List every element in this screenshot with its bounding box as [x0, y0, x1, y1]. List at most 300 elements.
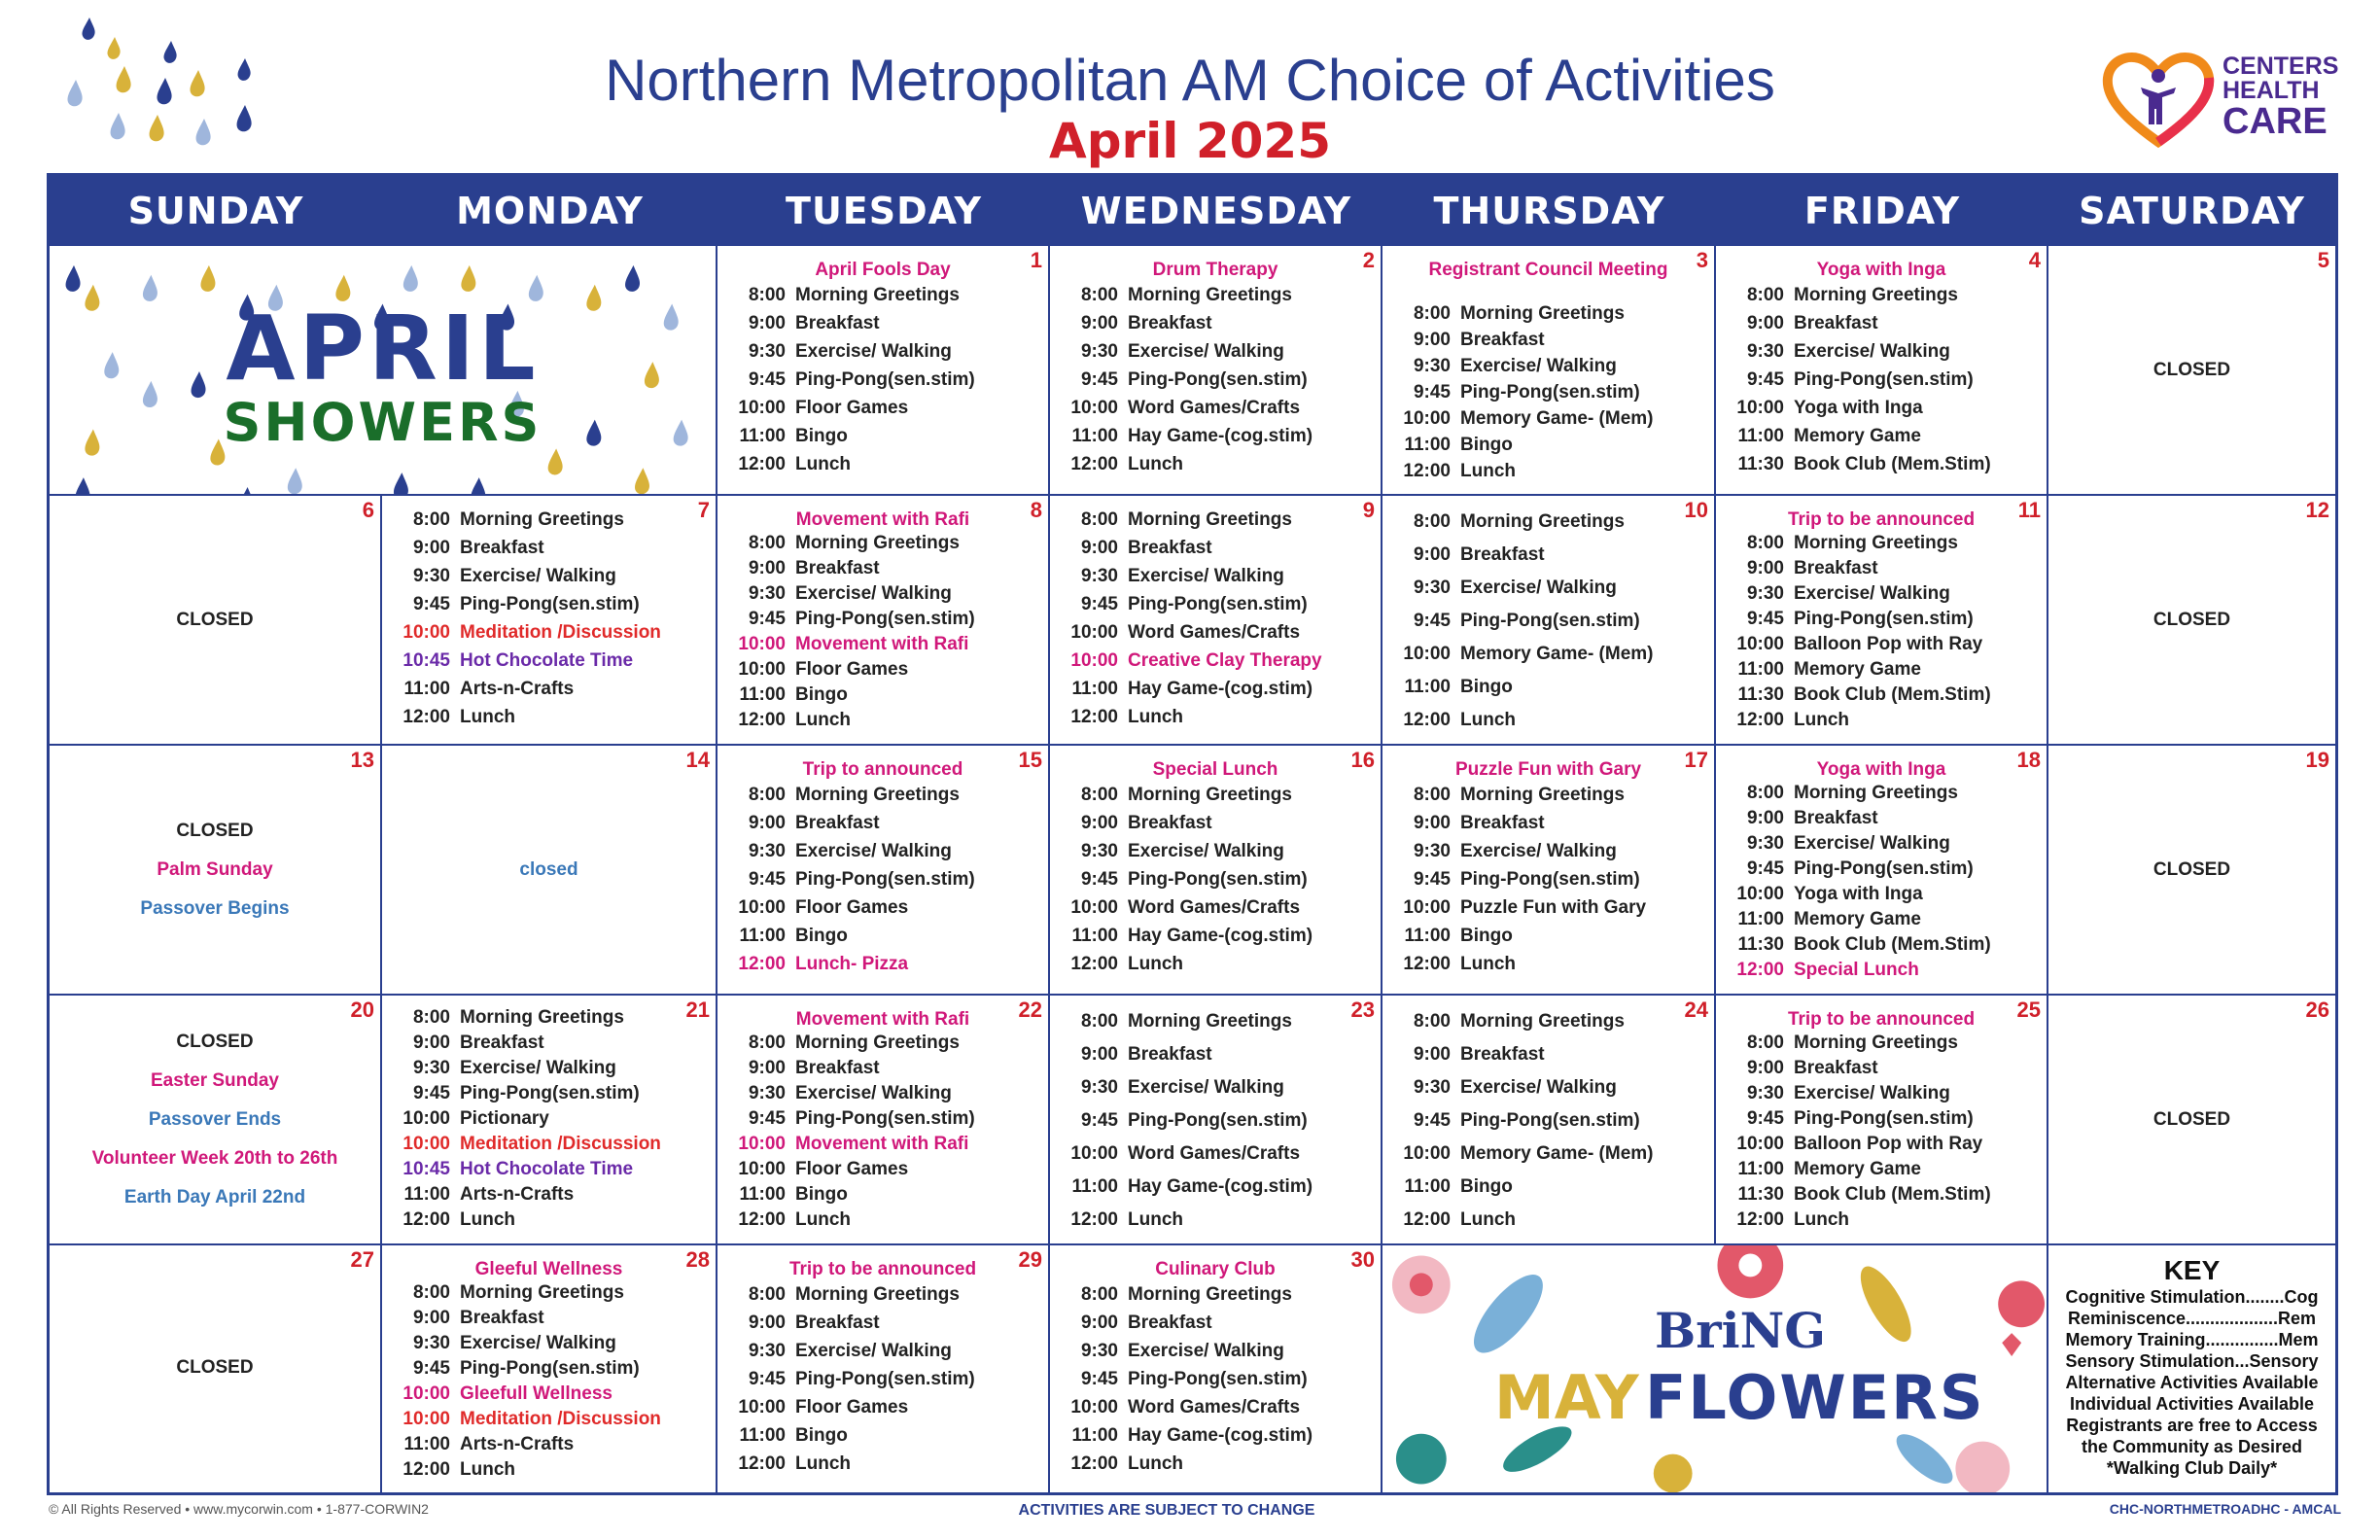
weekday-header	[50, 176, 2335, 246]
schedule-row	[731, 893, 975, 922]
time-label: 9:45	[1080, 1110, 1118, 1131]
closed-note: CLOSED	[2152, 609, 2231, 630]
time-label: 10:00	[402, 622, 450, 643]
day-cell-4	[1716, 246, 2048, 496]
day-number: 4	[2028, 248, 2041, 272]
schedule-row	[396, 534, 661, 562]
activity-label: Meditation /Discussion	[460, 1134, 661, 1154]
may-flowers-line3: FLOWERS	[1645, 1362, 1985, 1433]
cell-event-title: Trip to be announced	[1787, 1009, 1976, 1030]
time-label: 9:00	[1413, 813, 1451, 833]
schedule-row	[1730, 309, 1991, 337]
time-label: 9:00	[1413, 330, 1451, 350]
day-number: 24	[1684, 998, 1708, 1022]
time-label: 10:00	[402, 1134, 450, 1154]
time-label: 12:00	[738, 954, 786, 974]
schedule-row	[1396, 605, 1654, 638]
key-line: Alternative Activities Available	[2065, 1373, 2319, 1392]
activity-label: Breakfast	[795, 1312, 880, 1333]
time-label: 9:30	[412, 1333, 450, 1353]
time-label: 9:00	[1080, 813, 1118, 833]
activity-label: Exercise/ Walking	[1460, 578, 1617, 598]
day-cell-8	[718, 496, 1050, 746]
cell-event-title: Trip to be announced	[788, 1259, 977, 1279]
activity-label: Bingo	[1460, 435, 1513, 455]
time-label: 11:00	[1071, 426, 1118, 446]
time-label: 9:00	[1080, 538, 1118, 558]
time-label: 8:00	[748, 1284, 786, 1305]
time-label: 10:00	[738, 1397, 786, 1418]
schedule-row	[1730, 581, 1991, 607]
schedule-row	[731, 394, 975, 422]
activity-label: Exercise/ Walking	[1128, 841, 1284, 861]
schedule-row	[731, 450, 975, 478]
schedule-row	[731, 1393, 975, 1421]
schedule-row	[1396, 572, 1654, 605]
schedule-row	[731, 1280, 975, 1309]
activity-label: Ping-Pong(sen.stim)	[460, 1083, 640, 1103]
schedule-row	[1396, 353, 1654, 379]
schedule-row	[1730, 281, 1991, 309]
activity-label: Ping-Pong(sen.stim)	[795, 1369, 975, 1389]
activity-label: Breakfast	[1460, 1044, 1545, 1065]
schedule-row	[731, 1132, 975, 1157]
day-cell-29	[718, 1245, 1050, 1492]
time-label: 10:00	[738, 1134, 786, 1154]
schedule-row	[1730, 1182, 1991, 1208]
schedule-row	[1064, 647, 1322, 675]
schedule-row	[731, 708, 975, 733]
time-label: 11:30	[1737, 1184, 1784, 1205]
time-label: 8:00	[1080, 509, 1118, 530]
time-label: 8:00	[1413, 511, 1451, 532]
activity-label: Breakfast	[1128, 538, 1212, 558]
time-label: 10:00	[738, 897, 786, 918]
activity-label: Exercise/ Walking	[1128, 341, 1284, 362]
time-label: 11:00	[1071, 679, 1118, 699]
schedule-row	[731, 1106, 975, 1132]
activity-label: Special Lunch	[1794, 960, 1919, 980]
time-label: 11:00	[1737, 1159, 1784, 1179]
schedule-row	[1064, 1337, 1312, 1365]
time-label: 9:45	[1080, 594, 1118, 614]
schedule-row	[1396, 458, 1654, 484]
schedule-row	[1064, 618, 1322, 647]
schedule-row	[1396, 1204, 1654, 1237]
time-label: 10:00	[402, 1108, 450, 1129]
cell-event-title: Yoga with Inga	[1816, 260, 1946, 280]
day-cell-24	[1382, 996, 1716, 1245]
activity-label: Morning Greetings	[795, 285, 960, 305]
schedule-row	[1730, 781, 1991, 806]
activity-label: Morning Greetings	[460, 1282, 624, 1303]
image-cell	[50, 246, 718, 496]
activity-label: Word Games/Crafts	[1128, 897, 1301, 918]
centers-health-care-logo	[2100, 51, 2339, 148]
activity-label: Book Club (Mem.Stim)	[1794, 934, 1991, 955]
schedule-row	[1064, 450, 1312, 478]
closed-note: CLOSED	[176, 609, 254, 630]
time-label: 11:00	[1737, 426, 1784, 446]
cell-event-title: Trip to be announced	[1787, 509, 1976, 530]
activity-label: Morning Greetings	[1460, 303, 1625, 324]
schedule-row	[396, 1081, 661, 1106]
schedule-list	[1730, 531, 1991, 733]
schedule-row	[396, 1457, 661, 1483]
day-number: 16	[1350, 748, 1375, 772]
key-cell	[2048, 1245, 2335, 1492]
activity-label: Exercise/ Walking	[1128, 1077, 1284, 1098]
schedule-row	[731, 581, 975, 607]
day-number: 18	[2016, 748, 2041, 772]
activity-label: Breakfast	[1460, 330, 1545, 350]
activity-label: Floor Games	[795, 897, 909, 918]
time-label: 9:30	[412, 566, 450, 586]
activity-label: Bingo	[795, 426, 848, 446]
schedule-row	[396, 675, 661, 703]
schedule-list	[1064, 281, 1312, 478]
schedule-row	[1396, 432, 1654, 458]
activity-label: Lunch	[1460, 954, 1516, 974]
time-label: 10:00	[1403, 897, 1451, 918]
time-label: 9:30	[748, 341, 786, 362]
time-label: 10:00	[1736, 1134, 1784, 1154]
time-label: 12:00	[1403, 461, 1451, 481]
key-line: *Walking Club Daily*	[2106, 1458, 2278, 1478]
key-title: KEY	[2163, 1255, 2221, 1285]
activity-label: Ping-Pong(sen.stim)	[1128, 1369, 1308, 1389]
schedule-row	[396, 562, 661, 590]
time-label: 8:00	[1746, 1032, 1784, 1053]
schedule-row	[1064, 562, 1322, 590]
day-cell-12	[2048, 496, 2335, 746]
activity-label: Breakfast	[795, 558, 880, 578]
schedule-row	[396, 1031, 661, 1056]
time-label: 9:30	[1080, 566, 1118, 586]
activity-label: Ping-Pong(sen.stim)	[460, 594, 640, 614]
schedule-row	[1064, 1309, 1312, 1337]
schedule-row	[1730, 422, 1991, 450]
day-cell-10	[1382, 496, 1716, 746]
page-subtitle: April 2025	[1049, 113, 1331, 169]
activity-label: Lunch	[1128, 1453, 1183, 1474]
time-label: 9:30	[1413, 578, 1451, 598]
activity-label: Bingo	[1460, 1176, 1513, 1197]
closed-note: Easter Sunday	[151, 1069, 279, 1091]
activity-label: Lunch	[1794, 710, 1849, 730]
schedule-row	[731, 1157, 975, 1182]
schedule-row	[1064, 1393, 1312, 1421]
closed-note: Passover Ends	[148, 1108, 282, 1130]
activity-label: Hot Chocolate Time	[460, 650, 634, 671]
activity-label: Meditation /Discussion	[460, 622, 661, 643]
schedule-list	[1396, 300, 1654, 484]
time-label: 9:00	[748, 1058, 786, 1078]
key-line: Reminiscence...................Rem	[2067, 1309, 2317, 1328]
activity-label: Balloon Pop with Ray	[1794, 1134, 1983, 1154]
schedule-row	[1396, 1005, 1654, 1038]
time-label: 11:00	[739, 426, 786, 446]
time-label: 9:00	[1746, 1058, 1784, 1078]
activity-label: Morning Greetings	[1128, 1011, 1292, 1032]
schedule-row	[731, 1031, 975, 1056]
schedule-row	[1396, 506, 1654, 539]
activity-label: Ping-Pong(sen.stim)	[1460, 869, 1640, 890]
weekday-friday: FRIDAY	[1803, 190, 1961, 232]
schedule-row	[1064, 1038, 1312, 1071]
time-label: 8:00	[1746, 533, 1784, 553]
closed-note: CLOSED	[2152, 359, 2231, 380]
day-cell-25	[1716, 996, 2048, 1245]
time-label: 9:45	[1080, 369, 1118, 390]
logo-text	[2222, 54, 2338, 140]
day-number: 8	[1030, 498, 1042, 522]
schedule-row	[1730, 1132, 1991, 1157]
schedule-row	[1730, 682, 1991, 708]
time-label: 10:00	[1070, 1397, 1118, 1418]
time-label: 9:45	[1413, 611, 1451, 631]
heart-logo-icon	[2100, 51, 2217, 148]
schedule-row	[1730, 394, 1991, 422]
time-label: 9:30	[1746, 1083, 1784, 1103]
schedule-row	[1064, 781, 1312, 809]
schedule-row	[1064, 366, 1312, 394]
schedule-row	[1064, 506, 1322, 534]
activity-label: Ping-Pong(sen.stim)	[1128, 1110, 1308, 1131]
day-number: 14	[685, 748, 710, 772]
cell-event-title: April Fools Day	[815, 260, 951, 280]
day-cell-28	[382, 1245, 718, 1492]
activity-label: Breakfast	[1794, 808, 1878, 828]
activity-label: Lunch	[1128, 954, 1183, 974]
schedule-row	[731, 1309, 975, 1337]
activity-label: Floor Games	[795, 1159, 909, 1179]
schedule-row	[1064, 337, 1312, 366]
schedule-row	[731, 1182, 975, 1208]
activity-label: Ping-Pong(sen.stim)	[795, 869, 975, 890]
schedule-row	[1730, 958, 1991, 983]
activity-label: Ping-Pong(sen.stim)	[1460, 611, 1640, 631]
activity-label: Ping-Pong(sen.stim)	[1128, 594, 1308, 614]
closed-note: Earth Day April 22nd	[123, 1186, 306, 1208]
activity-label: Book Club (Mem.Stim)	[1794, 454, 1991, 474]
schedule-row	[1064, 1138, 1312, 1171]
schedule-row	[396, 1157, 661, 1182]
activity-label: Memory Game- (Mem)	[1460, 1143, 1654, 1164]
schedule-row	[1064, 837, 1312, 865]
activity-label: Ping-Pong(sen.stim)	[1460, 382, 1640, 402]
schedule-row	[731, 607, 975, 632]
activity-label: Exercise/ Walking	[1460, 1077, 1617, 1098]
time-label: 9:30	[748, 583, 786, 604]
activity-label: Exercise/ Walking	[795, 841, 952, 861]
schedule-row	[396, 1056, 661, 1081]
time-label: 11:00	[1071, 926, 1118, 946]
day-cell-21	[382, 996, 718, 1245]
day-cell-19	[2048, 746, 2335, 996]
activity-label: Morning Greetings	[1460, 1011, 1625, 1032]
schedule-list	[1730, 1031, 1991, 1233]
time-label: 9:45	[748, 1108, 786, 1129]
weekday-tuesday: TUESDAY	[786, 190, 982, 232]
schedule-row	[731, 337, 975, 366]
activity-label: Ping-Pong(sen.stim)	[1460, 1110, 1640, 1131]
schedule-row	[1396, 893, 1646, 922]
schedule-list	[1064, 1005, 1312, 1237]
activity-label: Arts-n-Crafts	[460, 679, 575, 699]
schedule-row	[1396, 300, 1654, 327]
activity-label: Morning Greetings	[460, 509, 624, 530]
schedule-row	[731, 1337, 975, 1365]
activity-label: Breakfast	[460, 1308, 544, 1328]
activity-label: Hot Chocolate Time	[460, 1159, 634, 1179]
schedule-list	[1730, 781, 1991, 983]
day-cell-18	[1716, 746, 2048, 996]
activity-label: Breakfast	[1128, 313, 1212, 333]
activity-label: Exercise/ Walking	[795, 1341, 952, 1361]
activity-label: Exercise/ Walking	[795, 583, 952, 604]
closed-note: Volunteer Week 20th to 26th	[91, 1147, 338, 1169]
schedule-row	[1730, 632, 1991, 657]
time-label: 9:00	[1746, 313, 1784, 333]
footer-code: CHC-NORTHMETROADHC - AMCAL	[2109, 1501, 2341, 1517]
time-label: 9:30	[1413, 841, 1451, 861]
activity-label: Lunch	[795, 1209, 851, 1230]
time-label: 9:00	[1080, 313, 1118, 333]
schedule-row	[1064, 590, 1322, 618]
schedule-row	[396, 1182, 661, 1208]
time-label: 9:30	[1080, 341, 1118, 362]
day-number: 15	[1018, 748, 1042, 772]
activity-label: Lunch	[460, 707, 515, 727]
schedule-row	[1396, 922, 1646, 950]
time-label: 9:00	[748, 813, 786, 833]
schedule-row	[1730, 932, 1991, 958]
time-label: 9:45	[1413, 1110, 1451, 1131]
activity-label: Exercise/ Walking	[795, 341, 952, 362]
time-label: 11:00	[1071, 1425, 1118, 1446]
time-label: 8:00	[1413, 303, 1451, 324]
time-label: 9:30	[748, 1341, 786, 1361]
schedule-row	[1396, 781, 1646, 809]
activity-label: Book Club (Mem.Stim)	[1794, 1184, 1991, 1205]
activity-label: Exercise/ Walking	[1460, 356, 1617, 376]
schedule-list	[731, 531, 975, 733]
activity-label: Lunch	[1460, 461, 1516, 481]
schedule-list	[396, 1280, 661, 1483]
day-cell-3	[1382, 246, 1716, 496]
schedule-row	[731, 682, 975, 708]
time-label: 10:00	[738, 659, 786, 680]
time-label: 9:45	[1080, 869, 1118, 890]
schedule-row	[396, 703, 661, 731]
day-number: 2	[1362, 248, 1375, 272]
schedule-row	[731, 1421, 975, 1450]
closed-note: Passover Begins	[140, 897, 290, 919]
activity-label: Lunch	[795, 454, 851, 474]
time-label: 9:00	[1746, 808, 1784, 828]
time-label: 8:00	[748, 285, 786, 305]
time-label: 9:45	[412, 1358, 450, 1379]
day-number: 7	[697, 498, 710, 522]
activity-label: Breakfast	[795, 813, 880, 833]
schedule-list	[396, 1005, 661, 1233]
activity-label: Floor Games	[795, 1397, 909, 1418]
schedule-list	[1064, 1280, 1312, 1478]
time-label: 8:00	[748, 785, 786, 805]
time-label: 11:00	[1737, 659, 1784, 680]
activity-label: Movement with Rafi	[795, 1134, 969, 1154]
day-cell-15	[718, 746, 1050, 996]
activity-label: Lunch	[1128, 707, 1183, 727]
day-number: 5	[2317, 248, 2329, 272]
activity-label: Morning Greetings	[460, 1007, 624, 1028]
schedule-row	[731, 309, 975, 337]
activity-label: Meditation /Discussion	[460, 1409, 661, 1429]
day-number: 9	[1362, 498, 1375, 522]
day-number: 1	[1030, 248, 1042, 272]
day-number: 19	[2305, 748, 2329, 772]
activity-label: Floor Games	[795, 659, 909, 680]
time-label: 12:00	[402, 707, 450, 727]
activity-label: Hay Game-(cog.stim)	[1128, 1425, 1313, 1446]
time-label: 8:00	[1746, 285, 1784, 305]
time-label: 12:00	[1403, 1209, 1451, 1230]
day-cell-5	[2048, 246, 2335, 496]
cell-event-title: Gleeful Wellness	[474, 1259, 623, 1279]
time-label: 10:00	[738, 398, 786, 418]
time-label: 11:00	[1404, 677, 1451, 697]
activity-label: Lunch	[1128, 454, 1183, 474]
time-label: 9:00	[748, 1312, 786, 1333]
activity-label: Hay Game-(cog.stim)	[1128, 926, 1313, 946]
activity-label: Floor Games	[795, 398, 909, 418]
schedule-row	[731, 809, 975, 837]
weekday-monday: MONDAY	[456, 190, 644, 232]
day-number: 23	[1350, 998, 1375, 1022]
schedule-list	[731, 1280, 975, 1478]
activity-label: Ping-Pong(sen.stim)	[1794, 858, 1974, 879]
activity-label: Memory Game	[1794, 426, 1921, 446]
schedule-row	[1730, 1056, 1991, 1081]
time-label: 10:00	[1403, 408, 1451, 429]
day-number: 21	[685, 998, 710, 1022]
time-label: 11:00	[739, 926, 786, 946]
activity-label: Breakfast	[1460, 544, 1545, 565]
weekday-wednesday: WEDNESDAY	[1080, 190, 1352, 232]
time-label: 11:30	[1737, 684, 1784, 705]
activity-label: Puzzle Fun with Gary	[1460, 897, 1647, 918]
activity-label: Exercise/ Walking	[1460, 841, 1617, 861]
closed-note: CLOSED	[2152, 1108, 2231, 1130]
day-cell-22	[718, 996, 1050, 1245]
time-label: 9:30	[1413, 356, 1451, 376]
schedule-row	[731, 366, 975, 394]
activity-label: Word Games/Crafts	[1128, 1397, 1301, 1418]
schedule-row	[1064, 1071, 1312, 1104]
schedule-list	[1396, 781, 1646, 978]
day-number: 3	[1696, 248, 1708, 272]
schedule-row	[1064, 1005, 1312, 1038]
activity-label: Memory Game	[1794, 909, 1921, 929]
day-cell-2	[1050, 246, 1382, 496]
schedule-row	[1730, 1157, 1991, 1182]
time-label: 12:00	[1403, 954, 1451, 974]
day-cell-11	[1716, 496, 2048, 746]
key-line: Cognitive Stimulation........Cog	[2065, 1287, 2319, 1307]
time-label: 9:45	[748, 369, 786, 390]
cell-event-title: Registrant Council Meeting	[1428, 260, 1668, 280]
